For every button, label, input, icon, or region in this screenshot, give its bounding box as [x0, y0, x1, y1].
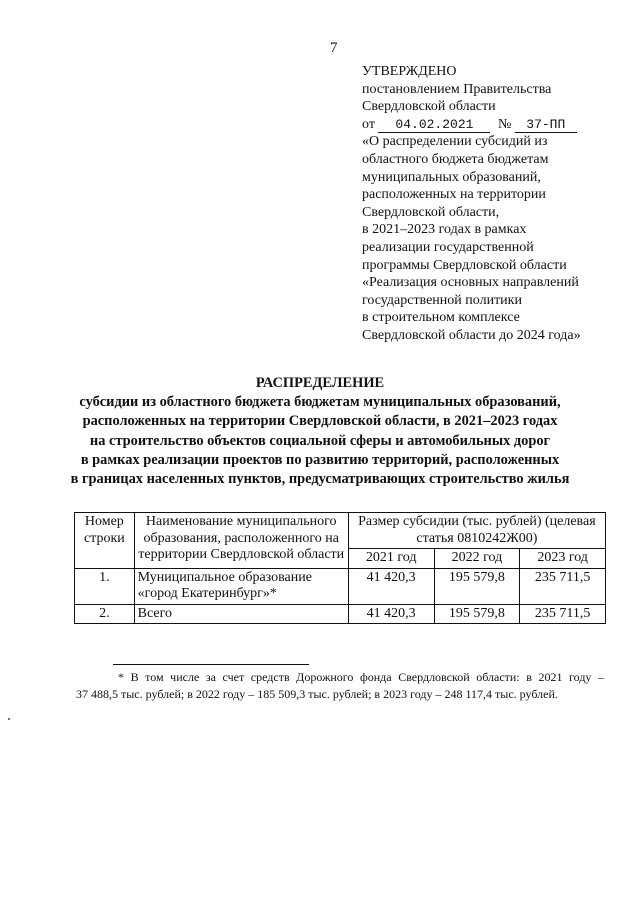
row-number: 1. [75, 568, 135, 604]
header-municipality: Наименование муниципального образования, расположенного на территории Свердловской области [134, 513, 348, 569]
row-number: 2. [75, 604, 135, 624]
footnote [76, 669, 604, 703]
header-row-number: Номер строки [75, 513, 135, 569]
header-year: 2021 год [348, 549, 434, 569]
approval-block [362, 63, 624, 345]
row-value-2021: 41 420,3 [348, 568, 434, 604]
header-subsidy-amount: Размер субсидии (тыс. рублей) (целевая статья 0810242Ж00) [348, 513, 605, 549]
date-prefix: от [362, 116, 375, 132]
distribution-table [74, 512, 606, 624]
approval-line: муниципальных образований, [362, 169, 541, 185]
approval-line: постановлением Правительства [362, 81, 552, 97]
approval-date-line [362, 116, 624, 134]
row-value-2022: 195 579,8 [434, 568, 520, 604]
heading-line: на строительство объектов социальной сферы и автомобильных дорог [89, 432, 551, 449]
footnote-line: 37 488,5 тыс. рублей; в 2022 году – 185 509,3 тыс. рублей; в 2023 году – 248 117,4 тыс. рублей. [76, 687, 558, 701]
heading-line: расположенных на территории Свердловской области, в 2021–2023 годах [82, 413, 558, 430]
heading-line: субсидии из областного бюджета бюджетам муниципальных образований, [79, 394, 561, 411]
header-year: 2022 год [434, 549, 520, 569]
row-name: Муниципальное образование «город Екатеринбург»* [134, 568, 348, 604]
number-prefix: № [497, 116, 512, 132]
approval-line: реализации государственной [362, 239, 534, 255]
document-heading [0, 374, 640, 489]
row-value-2023: 235 711,5 [520, 568, 606, 604]
table-header-row [75, 513, 606, 549]
header-year: 2023 год [520, 549, 606, 569]
approval-line: «Реализация основных направлений [362, 275, 579, 291]
approval-line: программы Свердловской области [362, 257, 567, 273]
number-value: 37-ПП [515, 118, 577, 133]
heading-line: в рамках реализации проектов по развитию территорий, расположенных [80, 451, 560, 468]
footnote-line: * В том числе за счет средств Дорожного фонда Свердловской области: в 2021 году – [118, 670, 604, 684]
row-name: Всего [134, 604, 348, 624]
approval-line: Свердловской области [362, 99, 496, 115]
scan-speck [8, 718, 10, 720]
approval-line: Свердловской области до 2024 года» [362, 327, 581, 343]
row-value-2023: 235 711,5 [520, 604, 606, 624]
approval-line: Свердловской области, [362, 204, 500, 220]
page-number: 7 [330, 40, 338, 56]
footnote-divider [113, 664, 309, 665]
approval-line: в 2021–2023 годах в рамках [362, 222, 527, 238]
table-row [75, 604, 606, 624]
heading-title: РАСПРЕДЕЛЕНИЕ [255, 375, 385, 391]
approval-title: УТВЕРЖДЕНО [362, 64, 457, 79]
table-row [75, 568, 606, 604]
approval-line: расположенных на территории [362, 187, 546, 203]
approval-line: государственной политики [362, 292, 522, 308]
approval-line: в строительном комплексе [362, 310, 520, 326]
heading-line: в границах населенных пунктов, предусматривающих строительство жилья [70, 471, 570, 488]
date-value: 04.02.2021 [378, 118, 490, 133]
approval-line: «О распределении субсидий из [362, 134, 548, 150]
row-value-2022: 195 579,8 [434, 604, 520, 624]
approval-line: областного бюджета бюджетам [362, 151, 549, 167]
row-value-2021: 41 420,3 [348, 604, 434, 624]
